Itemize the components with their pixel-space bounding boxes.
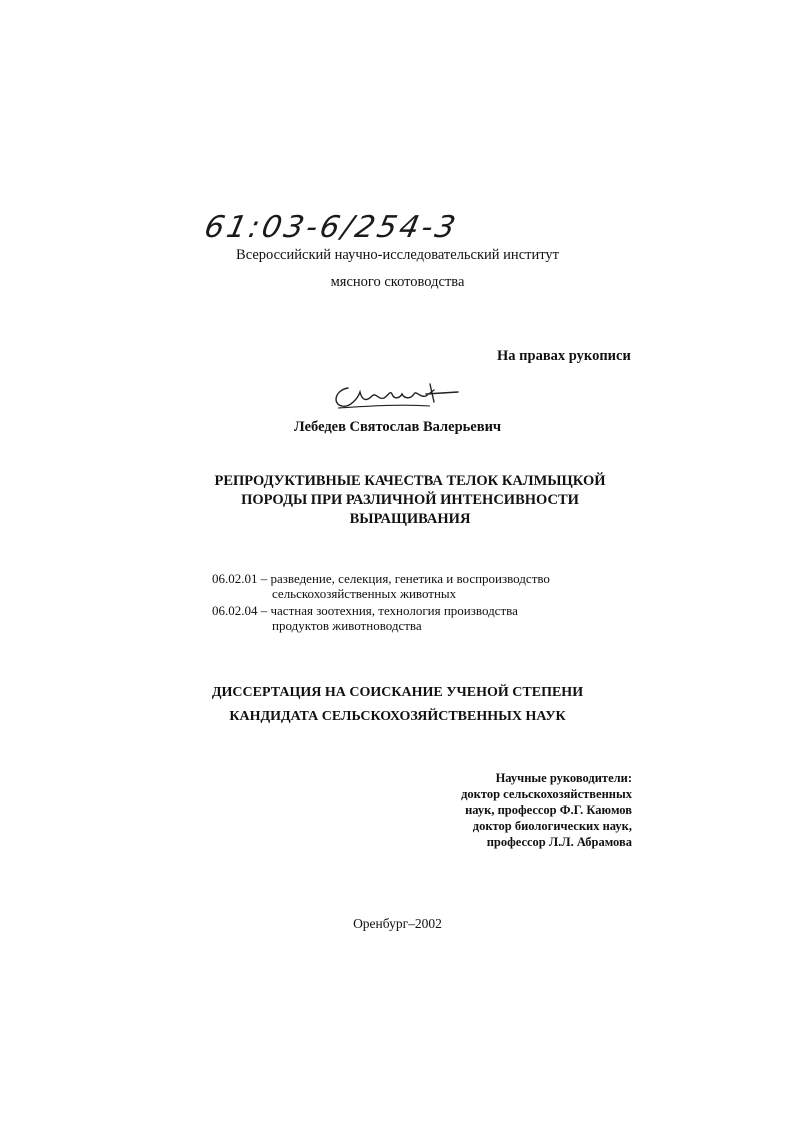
institute-name-line2: мясного скотоводства [330,274,465,290]
dissertation-degree-line2: КАНДИДАТА СЕЛЬСКОХОЗЯЙСТВЕННЫХ НАУК [229,709,566,724]
author-name: Лебедев Святослав Валерьевич [293,419,502,435]
advisor-line1: доктор сельскохозяйственных [461,787,632,801]
advisor-line2: наук, профессор Ф.Г. Каюмов [465,803,632,817]
advisor-line3: доктор биологических наук, [472,819,632,833]
title-line2: ПОРОДЫ ПРИ РАЗЛИЧНОЙ ИНТЕНСИВНОСТИ [241,492,579,508]
author-signature [330,376,460,416]
manuscript-rights-label: На правах рукописи [497,348,631,364]
advisors-heading: Научные руководители: [495,771,632,785]
specialty-1-code: 06.02.01 – разведение, селекция, генетика и воспроизводство [212,571,550,586]
title-line1: РЕПРОДУКТИВНЫЕ КАЧЕСТВА ТЕЛОК КАЛМЫЦКОЙ [214,473,606,489]
institute-name-line1: Всероссийский научно-исследовательский институт [236,247,559,263]
advisor-line4: профессор Л.Л. Абрамова [486,835,632,849]
handwritten-catalog-number: 61:03-6/254-3 [201,210,462,245]
advisors-block [440,770,632,850]
dissertation-degree-line1: ДИССЕРТАЦИЯ НА СОИСКАНИЕ УЧЕНОЙ СТЕПЕНИ [211,685,584,700]
title-line3: ВЫРАЩИВАНИЯ [349,511,471,527]
specialty-2-field: продуктов животноводства [272,618,422,633]
dissertation-title [180,472,640,529]
city-year: Оренбург–2002 [353,916,442,931]
specialty-2-code: 06.02.04 – частная зоотехния, технология производства [212,603,518,618]
specialty-1-field: сельскохозяйственных животных [272,586,457,601]
